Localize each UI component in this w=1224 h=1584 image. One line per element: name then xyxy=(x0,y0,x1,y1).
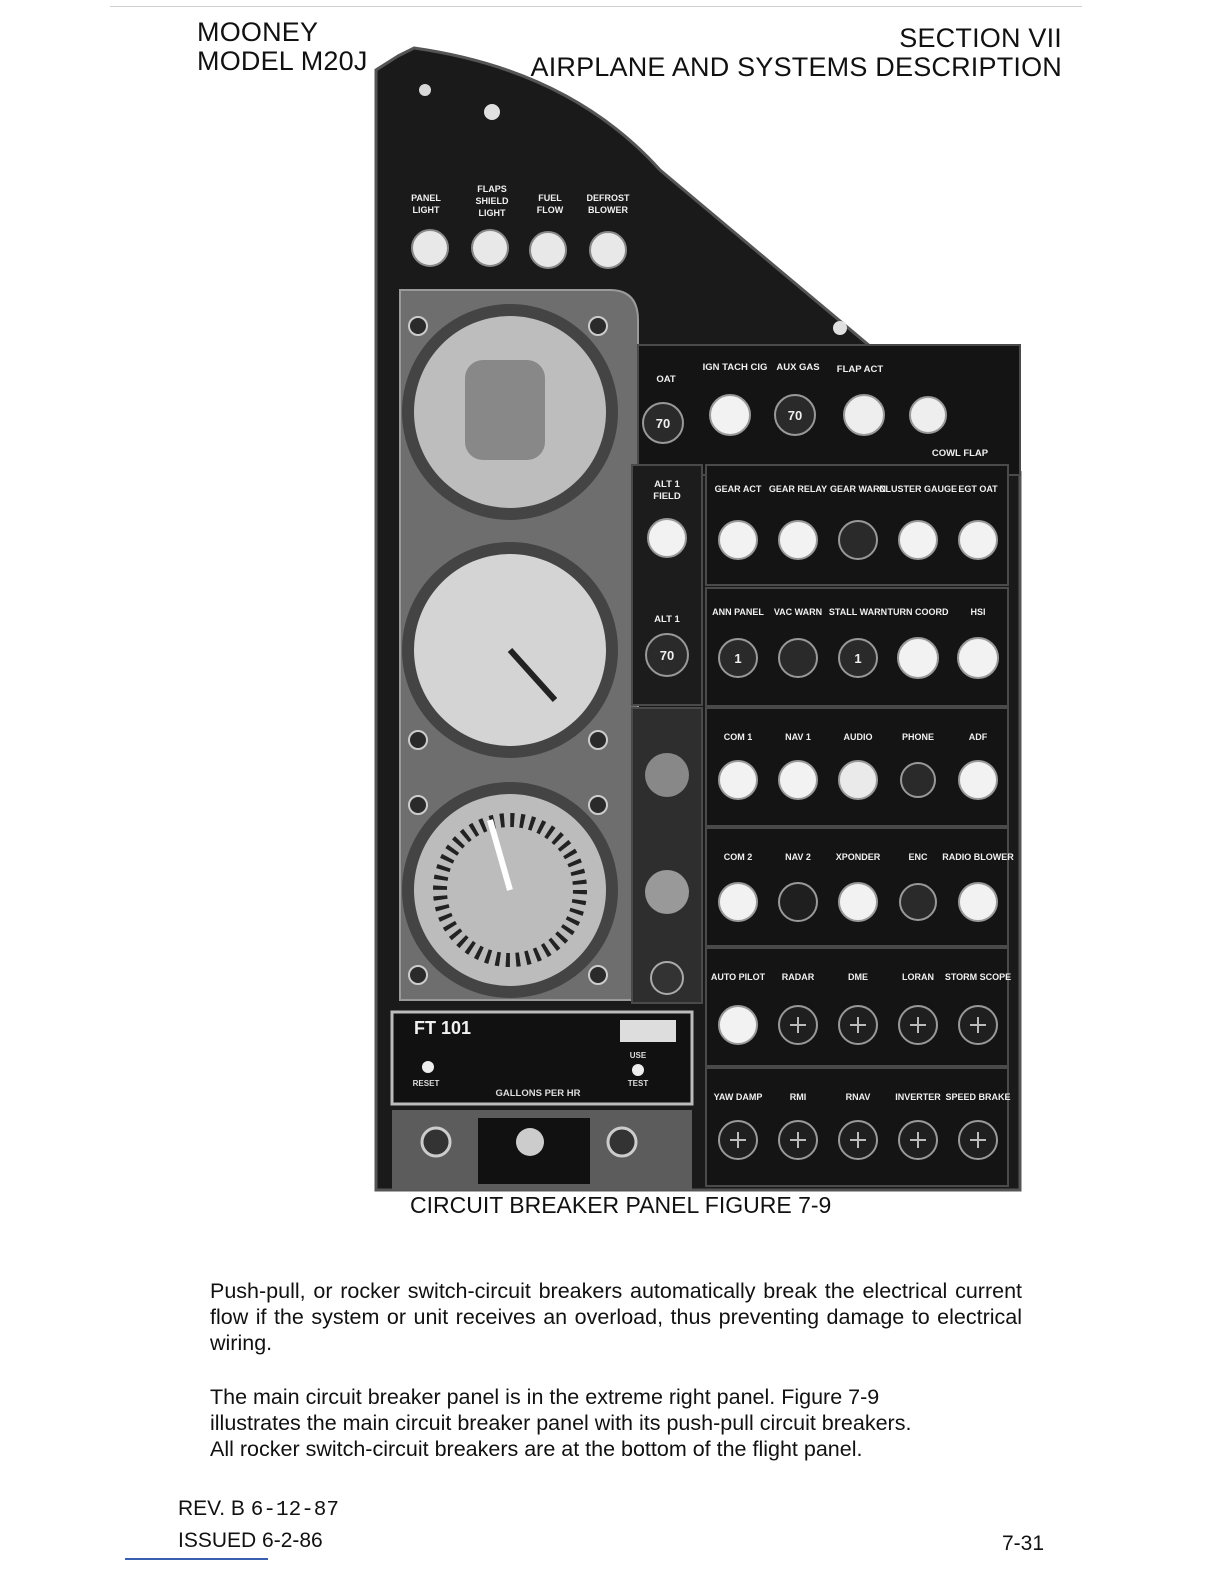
breaker-flap-act[interactable] xyxy=(844,395,884,435)
breaker-label-radar: RADAR xyxy=(781,972,815,982)
switch-label-panel-light-2: LIGHT xyxy=(412,205,440,215)
switch-label-fuel-flow: FUEL xyxy=(538,193,562,203)
breaker-label-phone: PHONE xyxy=(901,732,935,742)
breaker-label-gear-act: GEAR ACT xyxy=(714,484,762,494)
section-number: SECTION VII xyxy=(899,23,1062,53)
breaker-nav1[interactable] xyxy=(779,761,817,799)
switch-label-light: LIGHT xyxy=(478,208,506,218)
page-number: 7-31 xyxy=(1001,1532,1044,1555)
rating-ann-panel: 1 xyxy=(734,651,742,666)
rating-stall-warn: 1 xyxy=(854,651,862,666)
panel-light-switch[interactable] xyxy=(412,230,448,266)
screw xyxy=(409,796,427,814)
breaker-label-nav1: NAV 1 xyxy=(785,732,811,742)
issued-date: 6-2-86 xyxy=(262,1529,323,1552)
breaker-nav2[interactable] xyxy=(779,883,817,921)
rev-label: REV. B xyxy=(178,1497,245,1520)
breaker-gear-act[interactable] xyxy=(719,521,757,559)
breaker-cluster-gauge[interactable] xyxy=(899,521,937,559)
screw xyxy=(409,317,427,335)
breaker-label-ann-panel: ANN PANEL xyxy=(712,607,764,617)
breaker-label-alt1: ALT 1 xyxy=(654,479,680,490)
breaker-ign-tach-cig[interactable] xyxy=(710,395,750,435)
breaker-label-egt-oat: EGT OAT xyxy=(958,484,998,494)
breaker-label-gear-warn: GEAR WARN xyxy=(830,484,886,494)
breaker-xponder[interactable] xyxy=(839,883,877,921)
paragraph-line: illustrates the main circuit breaker panel with its push-pull circuit breakers. xyxy=(210,1411,912,1435)
spare-breaker-3[interactable] xyxy=(651,962,683,994)
breaker-audio[interactable] xyxy=(839,761,877,799)
breaker-label-stall-warn: STALL WARN xyxy=(828,607,888,617)
breaker-label-ign-tach-cig: IGN TACH CIG xyxy=(702,362,768,373)
breaker-label-com2: COM 2 xyxy=(723,852,753,862)
breaker-vac-warn[interactable] xyxy=(779,639,817,677)
screw xyxy=(589,966,607,984)
spare-breaker-1[interactable] xyxy=(645,753,689,797)
switch-label-flaps: FLAPS xyxy=(477,184,507,194)
fuel-flow-switch[interactable] xyxy=(530,232,566,268)
breaker-label-cowl-flap: COWL FLAP xyxy=(931,448,989,459)
switch-label-blower: BLOWER xyxy=(588,205,628,215)
breaker-auto-pilot[interactable] xyxy=(719,1006,757,1044)
breaker-enc[interactable] xyxy=(900,884,936,920)
breaker-gear-warn[interactable] xyxy=(839,521,877,559)
breaker-label-storm-scope: STORM SCOPE xyxy=(944,972,1012,982)
screw xyxy=(589,317,607,335)
reset-knob[interactable] xyxy=(422,1061,434,1073)
header-left xyxy=(197,18,368,76)
screw xyxy=(409,731,427,749)
breaker-label-oat: OAT xyxy=(656,374,676,385)
breaker-com1[interactable] xyxy=(719,761,757,799)
breaker-label-aux-gas: AUX GAS xyxy=(776,362,820,373)
switch-label-fuel-flow-2: FLOW xyxy=(536,205,564,215)
defrost-blower-switch[interactable] xyxy=(590,232,626,268)
breaker-label-adf: ADF xyxy=(968,732,988,742)
breaker-label-audio: AUDIO xyxy=(843,732,873,742)
breaker-label-auto-pilot: AUTO PILOT xyxy=(710,972,766,982)
rating-oat: 70 xyxy=(655,416,671,431)
screw xyxy=(589,731,607,749)
panel-photo xyxy=(370,40,1026,1200)
breaker-phone[interactable] xyxy=(901,763,935,797)
issued-label: ISSUED xyxy=(178,1529,257,1552)
breaker-label-inverter: INVERTER xyxy=(895,1092,941,1102)
flaps-shield-light-switch[interactable] xyxy=(472,230,508,266)
rev-date: 6-12-87 xyxy=(250,1499,339,1522)
breaker-label-speed-brake: SPEED BRAKE xyxy=(945,1092,1011,1102)
rating-alt1: 70 xyxy=(659,648,675,663)
screw xyxy=(833,321,847,335)
breaker-label-flap-act: FLAP ACT xyxy=(836,364,884,375)
breaker-hsi[interactable] xyxy=(958,638,998,678)
screw xyxy=(419,84,431,96)
switch-label-panel-light: PANEL xyxy=(411,193,441,203)
screw xyxy=(608,1128,636,1156)
breaker-label-dme: DME xyxy=(848,972,868,982)
breaker-label-alt1-main: ALT 1 xyxy=(654,614,680,625)
units-label: GALLONS PER HR xyxy=(495,1088,581,1099)
breaker-label-hsi: HSI xyxy=(970,607,986,617)
screw xyxy=(589,796,607,814)
switch-label-shield: SHIELD xyxy=(475,196,509,206)
screw xyxy=(484,104,500,120)
breaker-cowl-flap[interactable] xyxy=(910,397,946,433)
use-label: USE xyxy=(629,1051,647,1060)
circuit-breaker-panel-figure xyxy=(370,40,1026,1200)
footer-rule xyxy=(125,1558,268,1560)
top-rule xyxy=(110,6,1082,7)
paragraph-main-panel xyxy=(210,1384,1022,1462)
screw xyxy=(409,966,427,984)
breaker-label-turn-coord: TURN COORD xyxy=(887,607,949,617)
reset-label: RESET xyxy=(412,1079,440,1088)
breaker-radio-blower[interactable] xyxy=(959,883,997,921)
spare-breaker-2[interactable] xyxy=(645,870,689,914)
breaker-label-gear-relay: GEAR RELAY xyxy=(768,484,828,494)
toggle-switch[interactable] xyxy=(516,1128,544,1156)
rating-aux-gas: 70 xyxy=(787,408,803,423)
breaker-label-xponder: XPONDER xyxy=(835,852,881,862)
test-label: TEST xyxy=(627,1079,649,1088)
fuel-flow-display xyxy=(620,1020,676,1042)
manufacturer: MOONEY xyxy=(197,17,319,47)
spare-column xyxy=(632,708,702,1003)
breaker-turn-coord[interactable] xyxy=(898,638,938,678)
revision-block xyxy=(178,1494,339,1556)
switch-label-defrost: DEFROST xyxy=(586,193,630,203)
breaker-label-yaw-damp: YAW DAMP xyxy=(713,1092,763,1102)
paragraph-push-pull: Push-pull, or rocker switch-circuit breakers automatically break the electrical current flow if the system or unit receives an overload, thus preventing damage to electrical wiring. xyxy=(210,1279,1022,1355)
breaker-label-field: FIELD xyxy=(653,491,681,502)
breaker-alt1-field[interactable] xyxy=(648,519,686,557)
paragraph-line: The main circuit breaker panel is in the extreme right panel. Figure 7-9 xyxy=(210,1385,880,1409)
breaker-label-cluster-gauge: CLUSTER GAUGE xyxy=(878,484,958,494)
section-title: AIRPLANE AND SYSTEMS DESCRIPTION xyxy=(530,52,1062,82)
use-test-knob[interactable] xyxy=(632,1064,644,1076)
breaker-label-loran: LORAN xyxy=(902,972,934,982)
breaker-label-vac-warn: VAC WARN xyxy=(773,607,823,617)
breaker-label-rnav: RNAV xyxy=(845,1092,871,1102)
breaker-label-nav2: NAV 2 xyxy=(785,852,811,862)
paragraph-line: All rocker switch-circuit breakers are at the bottom of the flight panel. xyxy=(210,1437,863,1461)
breaker-gear-relay[interactable] xyxy=(779,521,817,559)
breaker-adf[interactable] xyxy=(959,761,997,799)
breaker-label-rmi: RMI xyxy=(789,1092,807,1102)
fuel-flow-model: FT 101 xyxy=(414,1018,472,1038)
breaker-label-com1: COM 1 xyxy=(723,732,753,742)
gauge-needle-top xyxy=(465,360,545,460)
breaker-label-radio-blower: RADIO BLOWER xyxy=(942,852,1014,862)
figure-caption: CIRCUIT BREAKER PANEL FIGURE 7-9 xyxy=(410,1192,832,1218)
screw xyxy=(422,1128,450,1156)
model: MODEL M20J xyxy=(197,46,368,76)
breaker-label-enc: ENC xyxy=(908,852,928,862)
breaker-com2[interactable] xyxy=(719,883,757,921)
breaker-egt-oat[interactable] xyxy=(959,521,997,559)
